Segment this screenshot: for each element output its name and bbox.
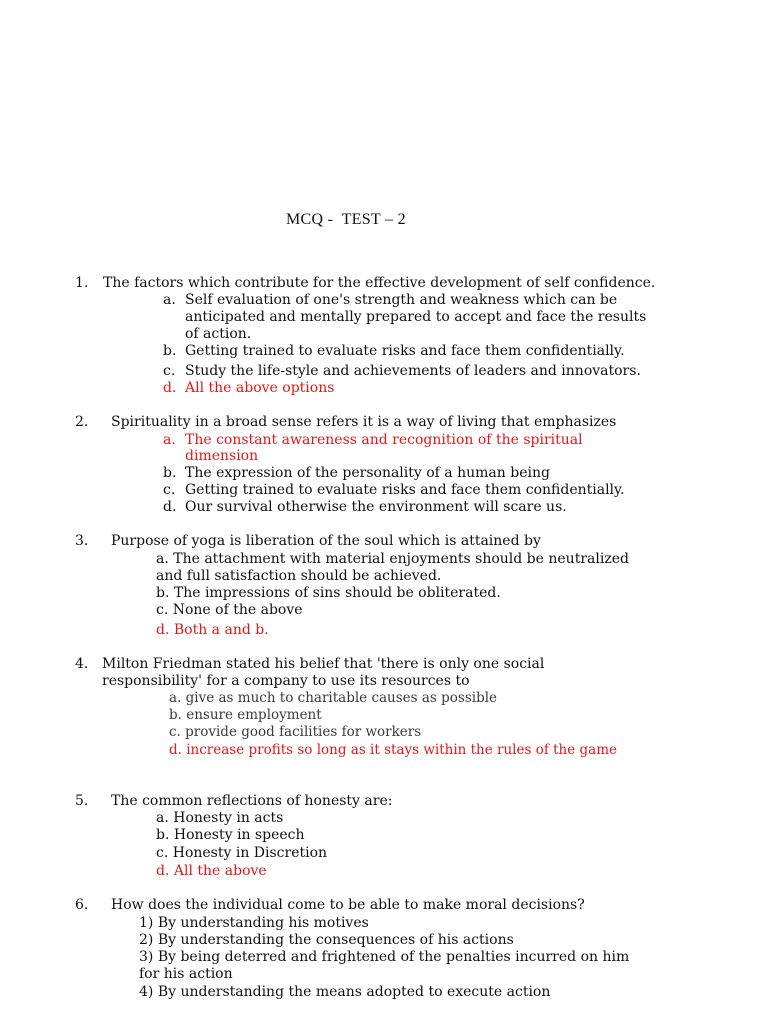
option-text-answer: d. Both a and b. (156, 622, 269, 638)
option-text: Self evaluation of one's strength and weakness which can be (185, 292, 618, 308)
question-number: 4. (75, 656, 89, 672)
option-label: c. (163, 363, 176, 379)
option-text: a. Honesty in acts (156, 810, 284, 826)
option-text: 4) By understanding the means adopted to execute action (139, 984, 551, 1000)
question-number: 3. (75, 533, 89, 549)
question-text: The common reflections of honesty are: (111, 793, 393, 809)
option-text: and full satisfaction should be achieved. (156, 568, 442, 584)
option-label: b. (163, 465, 177, 481)
option-text: b. Honesty in speech (156, 827, 305, 843)
option-text: Study the life-style and achievements of leaders and innovators. (185, 363, 641, 379)
option-label: a. (163, 292, 176, 308)
option-text: anticipated and mentally prepared to accept and face the results (185, 309, 647, 325)
option-text: Getting trained to evaluate risks and face them confidentially. (185, 343, 625, 359)
option-text: b. The impressions of sins should be obliterated. (156, 585, 501, 601)
option-text: Getting trained to evaluate risks and face them confidentially. (185, 482, 625, 498)
option-text: c. None of the above (156, 602, 303, 618)
option-text: a. give as much to charitable causes as possible (169, 690, 498, 706)
question-text: Spirituality in a broad sense refers it is a way of living that emphasizes (111, 414, 617, 430)
option-text-answer: All the above options (185, 380, 335, 396)
option-text: of action. (185, 326, 252, 342)
option-label-answer: d. (163, 380, 177, 396)
option-label: b. (163, 343, 177, 359)
option-text: a. The attachment with material enjoyments should be neutralized (156, 551, 629, 567)
option-text: The expression of the personality of a human being (185, 465, 550, 481)
option-text: 1) By understanding his motives (139, 915, 369, 931)
question-number: 2. (75, 414, 89, 430)
page-title: MCQ - TEST – 2 (286, 211, 406, 228)
question-number: 1. (75, 275, 89, 291)
option-text: b. ensure employment (169, 707, 322, 723)
question-text: Purpose of yoga is liberation of the soul which is attained by (111, 533, 541, 549)
question-text: responsibility' for a company to use its resources to (102, 673, 470, 689)
option-text: for his action (139, 966, 233, 982)
question-number: 6. (75, 897, 89, 913)
option-text: c. provide good facilities for workers (169, 724, 422, 740)
question-text: How does the individual come to be able to make moral decisions? (111, 897, 585, 913)
option-label-answer: a. (163, 432, 176, 448)
option-label: c. (163, 482, 176, 498)
option-text-answer: The constant awareness and recognition of the spiritual (185, 432, 583, 448)
option-text: c. Honesty in Discretion (156, 845, 328, 861)
option-label: d. (163, 499, 177, 515)
option-text-answer: dimension (185, 448, 259, 464)
option-text: Our survival otherwise the environment will scare us. (185, 499, 567, 515)
option-text-answer: d. increase profits so long as it stays within the rules of the game (169, 742, 618, 758)
question-text: Milton Friedman stated his belief that 'there is only one social (102, 656, 545, 672)
option-text: 3) By being deterred and frightened of the penalties incurred on him (139, 949, 630, 965)
question-text: The factors which contribute for the effective development of self confidence. (103, 275, 656, 291)
option-text: 2) By understanding the consequences of his actions (139, 932, 514, 948)
option-text-answer: d. All the above (156, 863, 267, 879)
question-number: 5. (75, 793, 89, 809)
